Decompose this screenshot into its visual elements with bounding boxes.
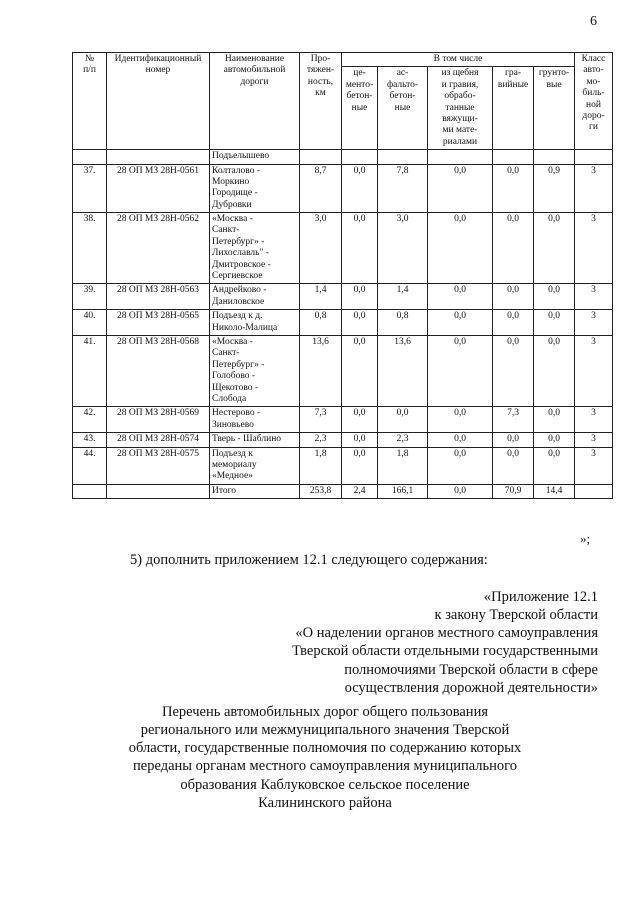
cell-id: 28 ОП МЗ 28Н-0575 [107, 447, 210, 484]
annex-header-line: полномочиями Тверской области в сфере [344, 661, 598, 678]
cell-gravel: 0,0 [493, 447, 534, 484]
cell-num: 41. [73, 335, 107, 406]
cell-id [107, 484, 210, 498]
cell-dirt: 0,0 [534, 213, 575, 284]
cell-crushed: 0,0 [428, 164, 493, 213]
list-title-line: переданы органам местного самоуправления муниципального [133, 758, 517, 775]
header-id: Идентификационный номер [107, 53, 210, 150]
cell-name: Нестерово - Зиновьево [210, 407, 300, 433]
list-title-line: регионального или межмуниципального значения Тверской [140, 722, 510, 739]
table-row [73, 335, 613, 406]
cell-num: 43. [73, 433, 107, 447]
cell-dirt: 0,0 [534, 310, 575, 336]
cell-cement: 0,0 [342, 164, 378, 213]
table-row [73, 164, 613, 213]
cell-num: 40. [73, 310, 107, 336]
cell-crushed: 0,0 [428, 447, 493, 484]
roads-table [72, 52, 613, 499]
cell-dirt [534, 150, 575, 164]
cell-length: 2,3 [300, 433, 342, 447]
cell-crushed: 0,0 [428, 213, 493, 284]
table-row [73, 433, 613, 447]
table-row [73, 484, 613, 498]
cell-name: Колталово - Моркино Городище - Дубровки [210, 164, 300, 213]
cell-asphalt: 3,0 [378, 213, 428, 284]
table-header-row [73, 53, 613, 67]
cell-length: 0,8 [300, 310, 342, 336]
cell-class: 3 [575, 310, 613, 336]
cell-length: 3,0 [300, 213, 342, 284]
cell-class [575, 484, 613, 498]
cell-id [107, 150, 210, 164]
cell-dirt: 0,0 [534, 447, 575, 484]
cell-name: Подъезд к д. Николо-Малица [210, 310, 300, 336]
cell-gravel: 70,9 [493, 484, 534, 498]
cell-name: «Москва - Санкт- Петербург» - Лихославль" - Дмитровское - Сергиевское [210, 213, 300, 284]
cell-num: 37. [73, 164, 107, 213]
header-crushed: из щебня и гравия, обрабо- танные вяжущи- ми мате- риалами [428, 67, 493, 150]
cell-class [575, 150, 613, 164]
table-row [73, 447, 613, 484]
cell-gravel: 0,0 [493, 335, 534, 406]
cell-num: 44. [73, 447, 107, 484]
cell-crushed [428, 150, 493, 164]
table-row [73, 407, 613, 433]
cell-gravel: 7,3 [493, 407, 534, 433]
annex-header-line: «Приложение 12.1 [483, 589, 598, 605]
addendum-instruction: 5) дополнить приложением 12.1 следующего содержания: [130, 552, 488, 568]
cell-crushed: 0,0 [428, 484, 493, 498]
cell-cement: 0,0 [342, 310, 378, 336]
cell-name: Подъезд к мемориалу «Медное» [210, 447, 300, 484]
cell-asphalt: 2,3 [378, 433, 428, 447]
cell-crushed: 0,0 [428, 433, 493, 447]
header-class: Класс авто- мо- биль- ной доро- ги [575, 53, 613, 150]
cell-name: Подъелышево [210, 150, 300, 164]
cell-id: 28 ОП МЗ 28Н-0563 [107, 284, 210, 310]
cell-dirt: 0,0 [534, 284, 575, 310]
closing-quote-mark: »; [580, 531, 591, 546]
cell-length: 1,4 [300, 284, 342, 310]
cell-cement: 0,0 [342, 407, 378, 433]
cell-num: 38. [73, 213, 107, 284]
cell-length [300, 150, 342, 164]
cell-cement: 2,4 [342, 484, 378, 498]
list-title-line: области, государственные полномочия по содержанию которых [128, 740, 522, 757]
cell-length: 1,8 [300, 447, 342, 484]
cell-gravel: 0,0 [493, 310, 534, 336]
annex-header-line: «О наделении органов местного самоуправления [295, 625, 598, 642]
roads-table-body [73, 150, 613, 499]
header-name: Наименование автомобильной дороги [210, 53, 300, 150]
cell-gravel: 0,0 [493, 284, 534, 310]
cell-length: 8,7 [300, 164, 342, 213]
cell-id: 28 ОП МЗ 28Н-0562 [107, 213, 210, 284]
cell-name: Андрейково - Даниловское [210, 284, 300, 310]
cell-dirt: 0,9 [534, 164, 575, 213]
cell-crushed: 0,0 [428, 335, 493, 406]
cell-cement: 0,0 [342, 433, 378, 447]
cell-asphalt: 0,0 [378, 407, 428, 433]
cell-class: 3 [575, 407, 613, 433]
page-number: 6 [590, 14, 597, 29]
cell-crushed: 0,0 [428, 407, 493, 433]
cell-asphalt: 166,1 [378, 484, 428, 498]
table-row [73, 213, 613, 284]
cell-crushed: 0,0 [428, 310, 493, 336]
cell-id: 28 ОП МЗ 28Н-0561 [107, 164, 210, 213]
cell-cement: 0,0 [342, 447, 378, 484]
header-asphalt: ас- фальто- бетон- ные [378, 67, 428, 150]
cell-gravel: 0,0 [493, 433, 534, 447]
cell-length: 7,3 [300, 407, 342, 433]
cell-gravel: 0,0 [493, 213, 534, 284]
header-num: № п/п [73, 53, 107, 150]
cell-class: 3 [575, 284, 613, 310]
cell-gravel [493, 150, 534, 164]
table-row [73, 284, 613, 310]
cell-asphalt: 7,8 [378, 164, 428, 213]
table-row [73, 310, 613, 336]
list-title-line: Калининского района [258, 794, 392, 811]
list-title-line: Перечень автомобильных дорог общего пользования [161, 704, 489, 720]
cell-cement [342, 150, 378, 164]
cell-asphalt: 13,6 [378, 335, 428, 406]
cell-crushed: 0,0 [428, 284, 493, 310]
cell-cement: 0,0 [342, 213, 378, 284]
header-dirt: грунто- вые [534, 67, 575, 150]
header-including: В том числе [342, 53, 575, 67]
cell-dirt: 0,0 [534, 335, 575, 406]
cell-dirt: 14,4 [534, 484, 575, 498]
cell-cement: 0,0 [342, 284, 378, 310]
cell-class: 3 [575, 335, 613, 406]
annex-header-line: осуществления дорожной деятельности» [344, 679, 598, 696]
cell-class: 3 [575, 433, 613, 447]
cell-dirt: 0,0 [534, 407, 575, 433]
cell-name: «Москва - Санкт- Петербург» - Голобово - Щекотово - Слобода [210, 335, 300, 406]
cell-asphalt [378, 150, 428, 164]
cell-name: Тверь - Шаблино [210, 433, 300, 447]
cell-id: 28 ОП МЗ 28Н-0565 [107, 310, 210, 336]
header-gravel: гра- вийные [493, 67, 534, 150]
cell-class: 3 [575, 447, 613, 484]
cell-asphalt: 0,8 [378, 310, 428, 336]
cell-num: 42. [73, 407, 107, 433]
cell-cement: 0,0 [342, 335, 378, 406]
cell-num: 39. [73, 284, 107, 310]
header-cement: це- менто- бетон- ные [342, 67, 378, 150]
cell-gravel: 0,0 [493, 164, 534, 213]
cell-length: 13,6 [300, 335, 342, 406]
cell-length: 253,8 [300, 484, 342, 498]
table-row [73, 150, 613, 164]
cell-id: 28 ОП МЗ 28Н-0574 [107, 433, 210, 447]
annex-header-line: Тверской области отдельными государственными [292, 643, 598, 660]
cell-id: 28 ОП МЗ 28Н-0569 [107, 407, 210, 433]
header-length: Про- тяжен- ность, км [300, 53, 342, 150]
list-title [110, 703, 540, 812]
annex-header [250, 588, 598, 697]
annex-header-line: к закону Тверской области [434, 607, 598, 624]
cell-num [73, 484, 107, 498]
cell-asphalt: 1,4 [378, 284, 428, 310]
cell-class: 3 [575, 213, 613, 284]
cell-id: 28 ОП МЗ 28Н-0568 [107, 335, 210, 406]
cell-asphalt: 1,8 [378, 447, 428, 484]
cell-class: 3 [575, 164, 613, 213]
cell-dirt: 0,0 [534, 433, 575, 447]
cell-name: Итого [210, 484, 300, 498]
list-title-line: образования Каблуковское сельское поселение [180, 776, 470, 793]
cell-num [73, 150, 107, 164]
